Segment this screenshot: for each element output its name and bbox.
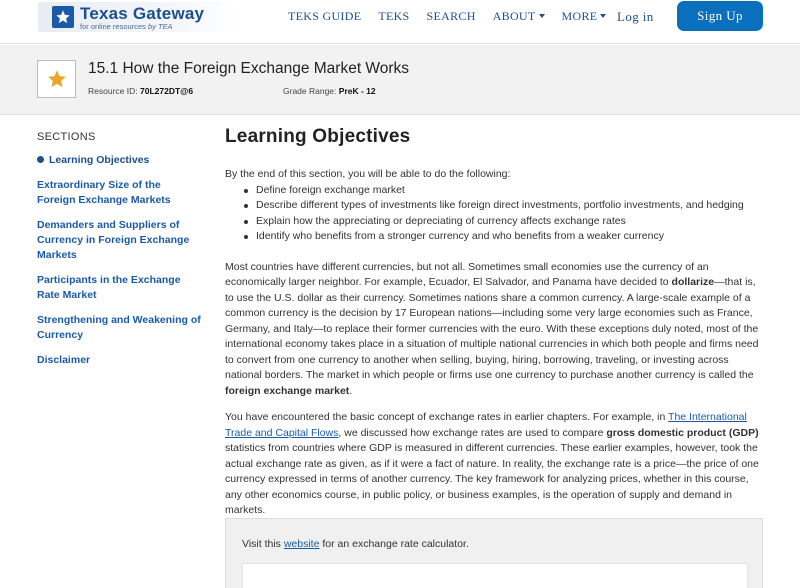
sections-heading: SECTIONS — [37, 131, 96, 143]
main-content — [225, 126, 765, 530]
resource-header — [0, 45, 800, 115]
exchange-rate-callout — [225, 518, 763, 588]
nav-about-label: ABOUT — [492, 9, 536, 23]
text-run: . — [349, 384, 353, 397]
list-item: Identify who benefits from a stronger currency and who benefits from a weaker currency — [242, 229, 765, 245]
key-term-foreign-exchange-market: foreign exchange market — [225, 384, 350, 397]
link-international-trade[interactable]: The International Trade and Capital Flows — [225, 411, 747, 439]
callout-text — [242, 538, 469, 550]
brand-tagline — [80, 22, 173, 31]
website-link[interactable]: website — [283, 538, 320, 550]
nav-teks[interactable]: TEKS — [378, 9, 410, 23]
resource-id-label: Resource ID: — [88, 86, 138, 96]
nav-teks-guide[interactable]: TEKS GUIDE — [288, 9, 362, 23]
favorite-button[interactable] — [37, 60, 76, 98]
text-run: Visit this — [242, 538, 284, 550]
resource-id — [88, 86, 193, 96]
login-link[interactable]: Log in — [617, 9, 654, 24]
sidebar-item-demanders-suppliers[interactable]: Demanders and Suppliers of Currency in Foreign Exchange Markets — [37, 219, 190, 261]
nav-more-dropdown[interactable] — [562, 9, 607, 24]
sidebar-item-participants[interactable]: Participants in the Exchange Rate Market — [37, 274, 181, 301]
paragraph-currencies — [225, 260, 765, 400]
key-term-dollarize: dollarize — [671, 276, 715, 288]
star-icon — [52, 6, 74, 28]
sidebar-item-learning-objectives[interactable] — [37, 153, 202, 168]
chevron-down-icon — [600, 14, 606, 18]
list-item: Explain how the appreciating or depreciating of currency affects exchange rates — [242, 214, 765, 230]
brand-tagline-prefix: for online resources — [80, 22, 146, 31]
list-item: Define foreign exchange market — [242, 183, 765, 199]
main-nav — [288, 9, 623, 24]
sections-sidebar — [37, 131, 202, 378]
chevron-down-icon — [539, 14, 545, 18]
sidebar-item-disclaimer[interactable]: Disclaimer — [37, 354, 91, 366]
sidebar-item-strengthening-weakening[interactable]: Strengthening and Weakening of Currency — [37, 314, 201, 341]
active-dot-icon — [37, 156, 44, 163]
brand-tagline-suffix: by TEA — [147, 22, 173, 31]
nav-about-dropdown[interactable] — [493, 9, 545, 24]
embedded-calculator-frame[interactable] — [242, 563, 748, 588]
sidebar-item-extraordinary-size[interactable]: Extraordinary Size of the Foreign Exchange Markets — [37, 179, 171, 206]
sidebar-item-label: Learning Objectives — [49, 154, 150, 166]
objectives-list — [242, 183, 765, 245]
resource-id-value: 70L272DT@6 — [139, 86, 194, 96]
signup-button[interactable]: Sign Up — [677, 1, 763, 31]
objectives-intro: By the end of this section, you will be able to do the following: — [225, 168, 511, 180]
text-run: , we discussed how exchange rates are used to compare — [338, 426, 607, 439]
nav-more-label: MORE — [561, 9, 598, 23]
text-run: statistics from countries where GDP is measured in different currencies. These earlier examples, however, took the actual exchange rate as given, as if it were a fact of nature. In reality, the exchange rate is a price—the price of one currency expressed in terms of another currency. The key framework for analyzing prices, whether in this course, any other economics course, in public policy, or business examples, is the operation of supply and demand in markets. — [225, 442, 759, 516]
section-heading: Learning Objectives — [225, 126, 411, 147]
text-run: Most countries have different currencies, but not all. Sometimes small economies use the currency of an economically larger neighbor. For example, Ecuador, El Salvador, and Panama have decided to — [225, 260, 709, 288]
grade-range — [283, 86, 376, 96]
text-run: You have encountered the basic concept of exchange rates in earlier chapters. For example, in — [225, 411, 669, 423]
texas-gateway-logo[interactable] — [38, 2, 238, 36]
brand-name: Texas Gateway — [80, 4, 205, 23]
text-run: for an exchange rate calculator. — [319, 538, 469, 550]
grade-range-label: Grade Range: — [283, 86, 337, 96]
key-term-gdp: gross domestic product (GDP) — [606, 426, 759, 439]
nav-search[interactable]: SEARCH — [426, 9, 476, 23]
star-icon — [46, 68, 68, 90]
list-item: Describe different types of investments like foreign direct investments, portfolio investments, and hedging — [242, 198, 765, 214]
text-run: —that is, to use the U.S. dollar as their currency. Sometimes nations share a common currency. A large-scale example of a common currency is the decision by 17 European nations—including some very large economies such as France, Germany, and Italy—to replace their former currencies with the euro. With these exceptions duly noted, most of the international economy takes place in a situation of multiple national currencies in which both people and firms need to convert from one currency to another when selling, buying, hiring, borrowing, traveling, or investing across national borders. The market in which people or firms use one currency to purchase another currency is called the — [225, 276, 759, 381]
paragraph-exchange-rates — [225, 410, 765, 519]
grade-range-value: PreK - 12 — [338, 86, 376, 96]
top-navigation — [0, 0, 800, 44]
resource-title: 15.1 How the Foreign Exchange Market Works — [88, 60, 410, 77]
